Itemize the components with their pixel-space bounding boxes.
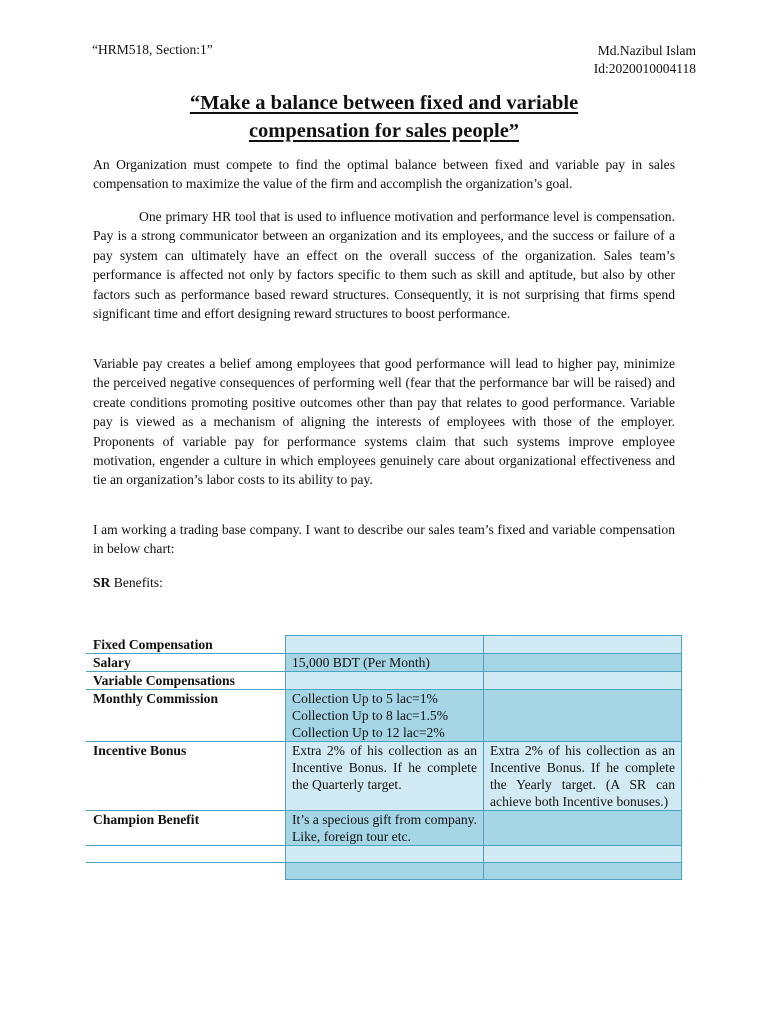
- row-label: Incentive Bonus: [86, 742, 286, 811]
- commission-tier: Collection Up to 8 lac=1.5%: [292, 708, 449, 723]
- row-label: Monthly Commission: [86, 690, 286, 742]
- table-cell: [484, 636, 682, 654]
- table-cell: [484, 863, 682, 880]
- row-label: Champion Benefit: [86, 811, 286, 846]
- paragraph-company: I am working a trading base company. I want to describe our sales team’s fixed and variable compensation in below chart:: [93, 522, 675, 557]
- commission-tier: Collection Up to 5 lac=1%: [292, 691, 438, 706]
- table-cell: [484, 846, 682, 863]
- table-row: [86, 863, 682, 880]
- title-line-1: “Make a balance between fixed and variable: [189, 92, 579, 114]
- table-cell: Extra 2% of his collection as an Incentive Bonus. If he complete the Quarterly target.: [286, 742, 484, 811]
- sr-benefits-heading: [93, 575, 163, 591]
- author-block: [594, 42, 696, 78]
- table-cell: [484, 672, 682, 690]
- row-label: Salary: [86, 654, 286, 672]
- table-cell: [484, 654, 682, 672]
- course-header: “HRM518, Section:1”: [92, 42, 213, 57]
- table-row: [86, 672, 682, 690]
- table-row: [86, 846, 682, 863]
- compensation-table: [86, 635, 682, 880]
- table-cell: It’s a specious gift from company. Like, foreign tour etc.: [286, 811, 484, 846]
- row-label: Fixed Compensation: [86, 636, 286, 654]
- table-cell: [286, 863, 484, 880]
- paragraph-variable-pay: Variable pay creates a belief among employees that good performance will lead to higher pay, minimize the perceived negative consequences of performing well (fear that the performance bar will be raised) and create conditions promoting positive outcomes other than pay that relates to good performance. Variable pay is viewed as a mechanism of aligning the interests of employees with those of the employer. Proponents of variable pay for performance systems claim that such systems improve employee motivation, engender a culture in which employees genuinely care about organizational effectiveness and tie an organization’s labor costs to its ability to pay.: [93, 356, 675, 488]
- table-row: [86, 636, 682, 654]
- paragraph-intro: An Organization must compete to find the optimal balance between fixed and variable pay in sales compensation to maximize the value of the firm and accomplish the organization’s goal.: [93, 157, 675, 192]
- table-row: [86, 742, 682, 811]
- benefits-label: Benefits:: [110, 575, 163, 590]
- table-cell: [286, 846, 484, 863]
- table-cell: [286, 636, 484, 654]
- sr-label: SR: [93, 575, 111, 590]
- commission-tiers: [286, 690, 484, 742]
- table-cell: Extra 2% of his collection as an Incentive Bonus. If he complete the Yearly target. (A SR can achieve both Incentive bonuses.): [484, 742, 682, 811]
- author-name: Md.Nazibul Islam: [597, 43, 696, 58]
- row-label: [86, 846, 286, 863]
- document-title: [92, 89, 676, 145]
- commission-tier: Collection Up to 12 lac=2%: [292, 725, 445, 740]
- table-cell: 15,000 BDT (Per Month): [286, 654, 484, 672]
- row-label: Variable Compensations: [86, 672, 286, 690]
- title-line-2: compensation for sales people”: [248, 120, 520, 142]
- table-cell: [484, 811, 682, 846]
- student-id: Id:2020010004118: [593, 61, 696, 76]
- table-row: [86, 654, 682, 672]
- table-row: [86, 690, 682, 742]
- table-cell: [286, 672, 484, 690]
- table-cell: [484, 690, 682, 742]
- paragraph-hr-tool: One primary HR tool that is used to influence motivation and performance level is compensation. Pay is a strong communicator between an organization and its employees, and the success or failure of a pay system can ultimately have an effect on the overall success of the organization. Sales team’s performance is affected not only by factors specific to them such as skill and aptitude, but also by other factors such as performance based reward structures. Consequently, it is not surprising that firms spend significant time and effort designing reward structures to boost performance.: [93, 209, 675, 322]
- table-row: [86, 811, 682, 846]
- row-label: [86, 863, 286, 880]
